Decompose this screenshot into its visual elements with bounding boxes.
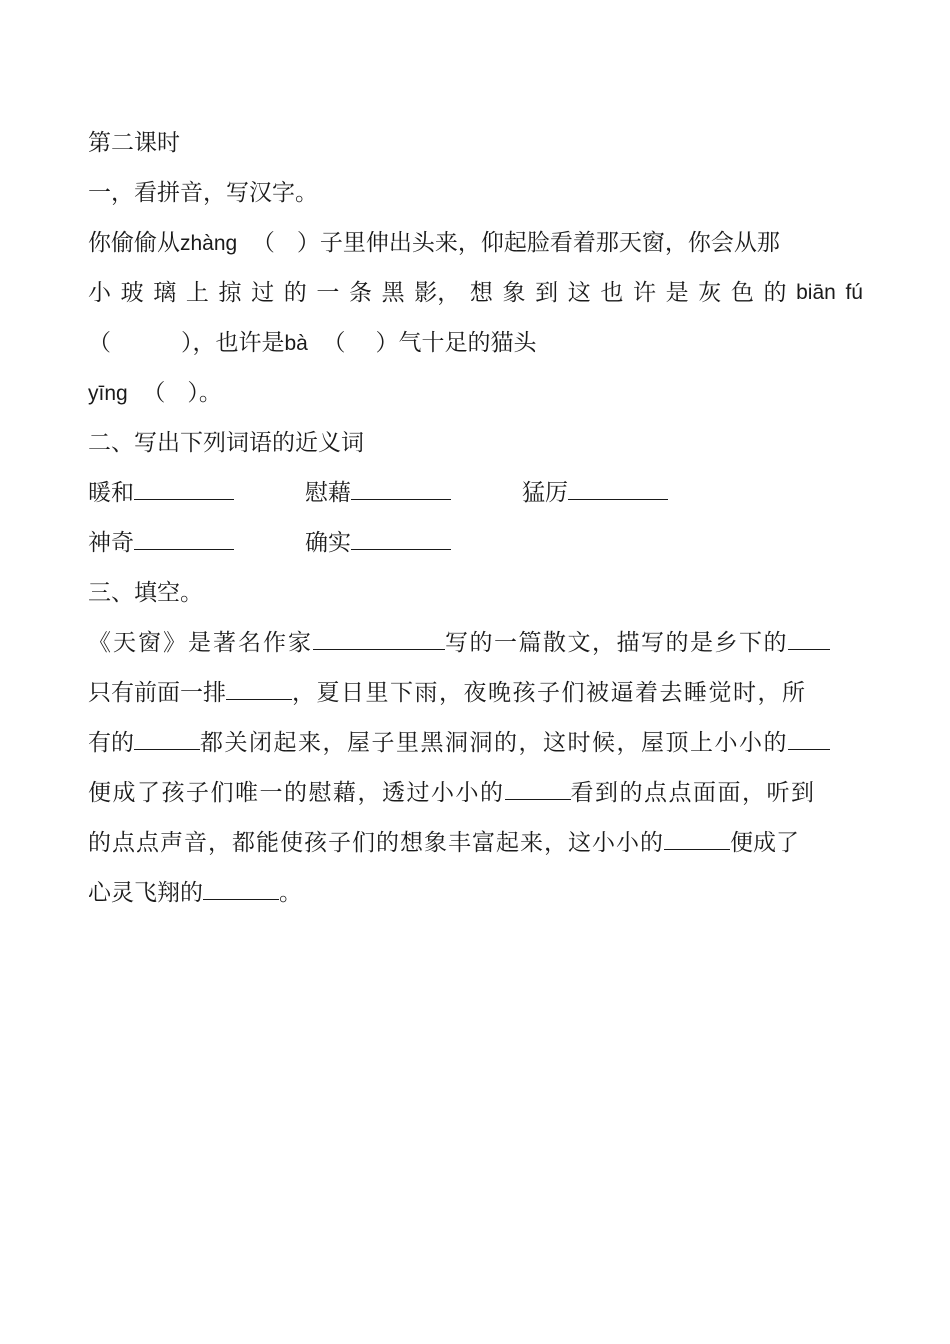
answer-blank[interactable]	[351, 477, 451, 500]
text: 气十足的猫头	[398, 330, 537, 356]
text: ，也许是	[192, 330, 285, 356]
char: 小	[88, 280, 111, 306]
text: 便成了	[730, 830, 799, 856]
pinyin-ba: bà	[284, 332, 308, 355]
char: 一	[316, 280, 340, 306]
pinyin-bian: biān	[796, 281, 836, 304]
paren-close: ）	[181, 330, 193, 356]
text: 看到的点点面面，听到	[570, 780, 816, 806]
answer-blank[interactable]	[203, 877, 279, 900]
synonym-item	[88, 518, 305, 568]
section1-line4	[88, 368, 893, 418]
char: 想	[469, 280, 493, 306]
pinyin-fu: fú	[845, 281, 863, 304]
section1-line1	[88, 218, 893, 268]
paren-close: ）	[296, 230, 320, 256]
paren-open: （	[142, 380, 166, 406]
char: 掠	[218, 280, 242, 306]
answer-blank[interactable]	[788, 627, 830, 650]
text: 。	[279, 880, 302, 906]
char: 的	[283, 280, 307, 306]
text: 有的	[88, 730, 134, 756]
text: 都关闭起来，屋子里黑洞洞的，这时候，屋顶上小小的	[200, 730, 788, 756]
char: 到	[535, 280, 559, 306]
section3-line6	[88, 868, 893, 918]
char: 许	[633, 280, 656, 306]
section3-line2	[88, 668, 893, 718]
char: 是	[665, 280, 689, 306]
paren-close: ）	[375, 330, 399, 356]
word: 神奇	[88, 530, 134, 556]
section3-line5	[88, 818, 893, 868]
char: 璃	[153, 280, 177, 306]
answer-blank[interactable]	[134, 527, 234, 550]
text: ，夏日里下雨，夜晚孩子们被逼着去睡觉时，所	[292, 680, 807, 706]
char: 色	[730, 280, 754, 306]
char: 玻	[120, 280, 144, 306]
synonym-row-2	[88, 518, 893, 568]
answer-blank[interactable]	[134, 727, 200, 750]
paren-close: ）	[187, 380, 199, 406]
char: 过	[251, 280, 275, 306]
text: 便成了孩子们唯一的慰藉，透过小小的	[88, 780, 505, 806]
section3-heading: 三、填空。	[88, 580, 203, 606]
lesson-title: 第二课时	[88, 130, 180, 156]
word: 慰藉	[305, 480, 351, 506]
answer-blank[interactable]	[313, 627, 445, 650]
char: 影，	[414, 280, 461, 306]
text: 只有前面一排	[88, 680, 226, 706]
char: 灰	[698, 280, 722, 306]
answer-blank[interactable]	[664, 827, 730, 850]
section2-heading: 二、写出下列词语的近义词	[88, 430, 364, 456]
char: 条	[349, 280, 372, 306]
paren-open: （	[88, 330, 111, 356]
synonym-item	[88, 468, 305, 518]
answer-blank[interactable]	[568, 477, 668, 500]
section3-line4	[88, 768, 893, 818]
text: 你偷偷从	[88, 230, 180, 256]
section3-line3	[88, 718, 893, 768]
answer-blank[interactable]	[134, 477, 234, 500]
section3-line1	[88, 618, 893, 668]
synonym-item	[305, 518, 522, 568]
section1-heading: 一，看拼音，写汉字。	[88, 180, 318, 206]
synonym-item	[305, 468, 522, 518]
section1-line3	[88, 318, 893, 368]
char: 上	[185, 280, 209, 306]
text: 子里伸出头来，仰起脸看着那天窗，你会从那	[319, 230, 780, 256]
text: 的点点声音，都能使孩子们的想象丰富起来，这小小的	[88, 830, 664, 856]
answer-blank[interactable]	[226, 677, 292, 700]
answer-blank[interactable]	[505, 777, 571, 800]
pinyin-ying: yīng	[88, 382, 128, 405]
word: 暖和	[88, 480, 134, 506]
answer-blank[interactable]	[351, 527, 451, 550]
synonym-item	[522, 468, 739, 518]
char: 象	[502, 280, 526, 306]
pinyin-zhang: zhàng	[180, 232, 238, 255]
text: 《天窗》是著名作家	[88, 630, 313, 656]
paren-open: （	[322, 330, 346, 356]
word: 猛厉	[522, 480, 568, 506]
answer-blank[interactable]	[788, 727, 830, 750]
text: 心灵飞翔的	[88, 880, 203, 906]
char: 这	[567, 280, 591, 306]
text: 。	[198, 380, 222, 406]
word: 确实	[305, 530, 351, 556]
worksheet-page	[88, 118, 893, 918]
section1-line2	[88, 268, 863, 318]
text: 写的一篇散文，描写的是乡下的	[445, 630, 788, 656]
paren-open: （	[251, 230, 275, 256]
synonym-row-1	[88, 468, 893, 518]
char: 也	[600, 280, 624, 306]
char: 黑	[381, 280, 405, 306]
char: 的	[763, 280, 787, 306]
